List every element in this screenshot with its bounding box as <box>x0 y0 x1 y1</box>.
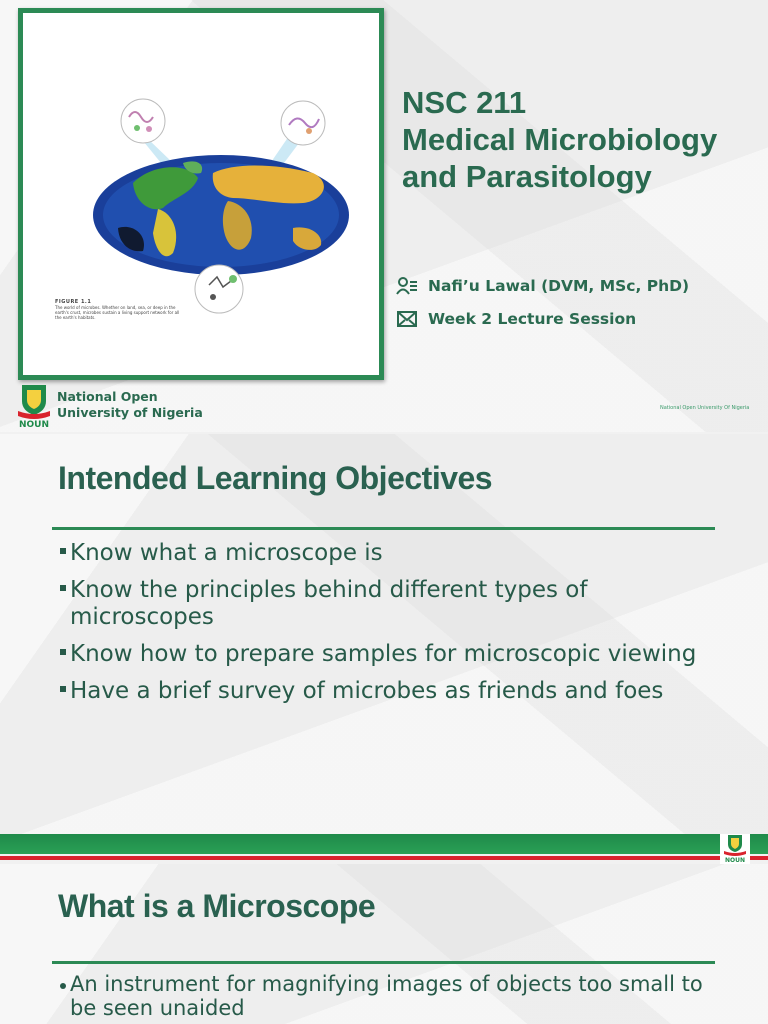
microscope-heading: What is a Microscope <box>58 888 376 924</box>
figure-caption-label: FIGURE 1.1 <box>55 299 92 305</box>
objectives-list <box>58 540 708 715</box>
noun-logo <box>16 383 52 429</box>
session-row <box>396 308 636 330</box>
course-code: NSC 211 <box>402 85 527 120</box>
heading-divider <box>52 527 715 530</box>
envelope-icon <box>396 309 418 329</box>
objectives-slide <box>0 434 768 834</box>
microscope-slide <box>0 864 768 1024</box>
figure-caption-text: The world of microbes. Whether on land, sea, or deep in the earth's crust, microbes sustain a living support network for all the earth's habitats. <box>55 305 180 320</box>
footer-text: National Open University Of Nigeria <box>660 405 750 411</box>
session-label: Week 2 Lecture Session <box>428 310 637 328</box>
list-item: Know the principles behind different types of microscopes <box>58 577 708 631</box>
world-map-illustration <box>23 13 379 375</box>
university-name <box>57 389 203 421</box>
world-microbes-figure <box>18 8 384 380</box>
course-name-line2: and Parasitology <box>402 159 652 194</box>
slide-divider-band <box>0 834 768 864</box>
figure-caption <box>55 300 185 320</box>
course-name-line1: Medical Microbiology <box>402 122 718 157</box>
person-list-icon <box>396 276 418 296</box>
microscope-list <box>58 972 708 1024</box>
list-item: Know how to prepare samples for microscopic viewing <box>58 641 708 668</box>
noun-logo-small-text: NOUN <box>724 857 746 864</box>
heading-divider <box>52 961 715 964</box>
author-row <box>396 275 689 297</box>
list-item: Have a brief survey of microbes as friends and foes <box>58 678 708 705</box>
noun-logo-small <box>720 834 750 864</box>
author-name: Nafi’u Lawal (DVM, MSc, PhD) <box>428 277 690 295</box>
course-title <box>402 84 762 195</box>
list-item: An instrument for magnifying images of objects too small to be seen unaided <box>58 972 708 1020</box>
list-item: Know what a microscope is <box>58 540 708 567</box>
university-name-line2: University of Nigeria <box>57 405 203 420</box>
noun-logo-text: NOUN <box>18 420 50 429</box>
red-stripe <box>0 856 768 860</box>
university-name-line1: National Open <box>57 389 158 404</box>
green-stripe <box>0 834 768 854</box>
title-slide <box>0 0 768 432</box>
objectives-heading: Intended Learning Objectives <box>58 460 493 496</box>
